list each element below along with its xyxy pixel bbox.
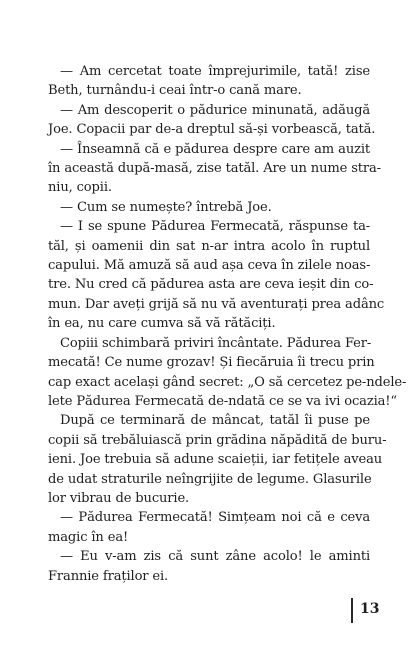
text-line: magic în ea! (48, 529, 129, 545)
text-line: mecată! Ce nume grozav! Și fiecăruia îi trecu prin (48, 355, 375, 371)
text-line: Frannie fraților ei. (48, 568, 169, 584)
text-line: lor vibrau de bucurie. (48, 490, 190, 506)
text-line: — Pădurea Fermecată! Simțeam noi că e ceva (60, 510, 370, 526)
page-number: 13 (360, 601, 380, 617)
text-line: Copiii schimbară priviri încântate. Pădurea Fer- (60, 335, 372, 351)
text-line: Beth, turnându-i ceai într-o cană mare. (48, 83, 302, 99)
text-line: în ea, nu care cumva să vă rătăciți. (48, 316, 276, 332)
text-line: niu, copii. (48, 180, 112, 196)
text-line: tăl, și oamenii din sat n-ar intra acolo în ruptul (48, 238, 370, 254)
text-line: ieni. Joe trebuia să adune scaieții, iar fetițele aveau (48, 452, 383, 468)
text-line: Joe. Copacii par de-a dreptul să-și vorbească, tată. (48, 122, 376, 138)
text-line: cap exact același gând secret: „O să cercetez pe-ndele- (48, 374, 407, 390)
text-line: — Am cercetat toate împrejurimile, tată! zise (60, 64, 370, 79)
text-line: — Am descoperit o pădurice minunată, adăugă (60, 102, 370, 118)
text-line: — Eu v-am zis că sunt zâne acolo! le aminti (60, 549, 370, 565)
text-line: capului. Mă amuză să aud așa ceva în zilele noas- (48, 258, 371, 274)
page-number-rule (351, 598, 353, 623)
text-line: de udat straturile neîngrijite de legume. Glasurile (48, 471, 372, 487)
text-line: După ce terminară de mâncat, tatăl îi puse pe (60, 413, 370, 429)
text-line: — Înseamnă că e pădurea despre care am auzit (60, 141, 370, 157)
text-line: lete Pădurea Fermecată de-ndată ce se va ivi ocazia!“ (48, 393, 397, 409)
text-line: mun. Dar aveți grijă să nu vă aventurați prea adânc (48, 296, 385, 312)
text-line: tre. Nu cred că pădurea asta are ceva ieșit din co- (48, 277, 374, 293)
text-line: — I se spune Pădurea Fermecată, răspunse ta- (60, 219, 370, 235)
text-line: copii să trebăluiască prin grădina năpădită de buru- (48, 432, 387, 448)
body-text (48, 62, 407, 586)
text-line: — Cum se numește? întrebă Joe. (60, 199, 272, 215)
text-line: în această după-masă, zise tatăl. Are un nume stra- (48, 161, 381, 177)
